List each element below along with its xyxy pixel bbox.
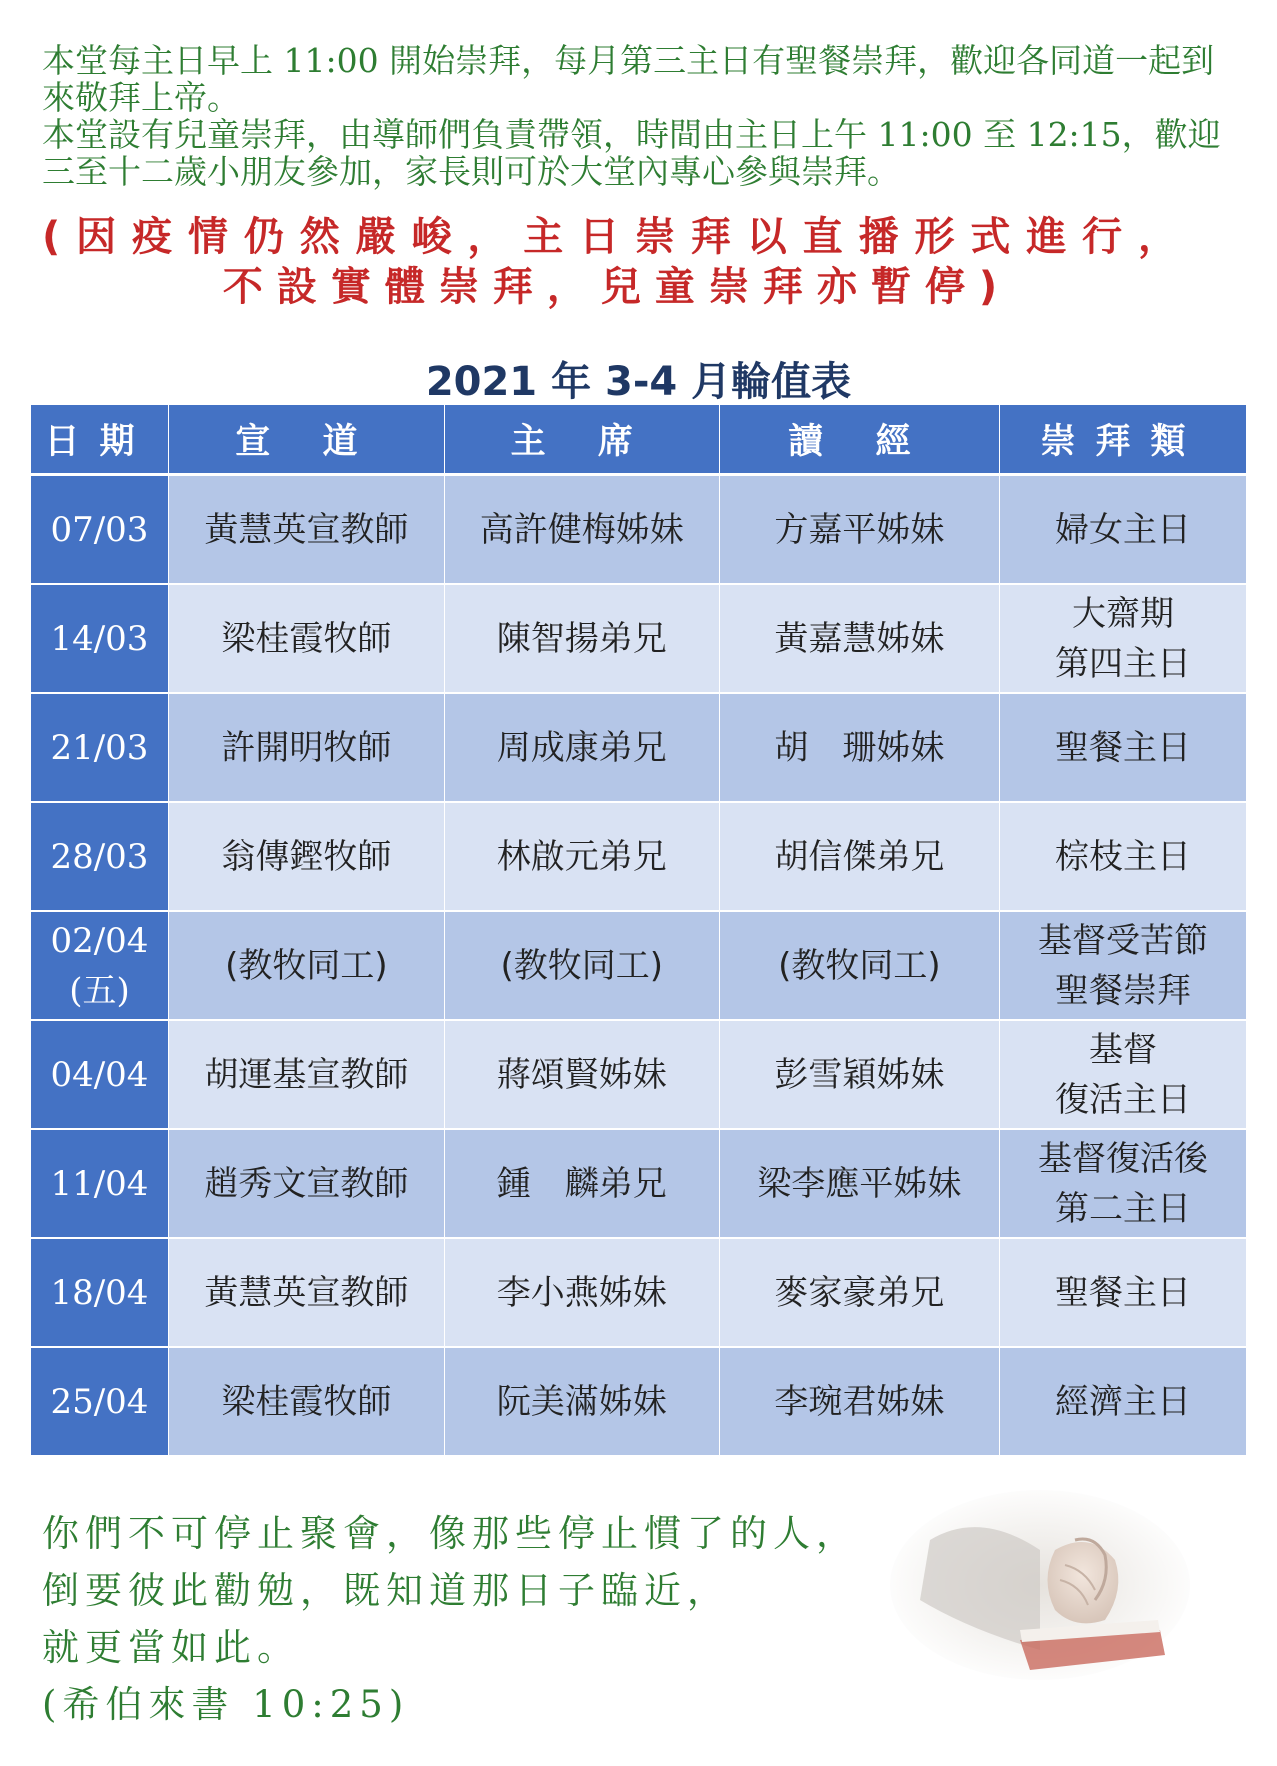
roster-row (31, 1347, 1247, 1456)
cell-date (31, 693, 168, 802)
header-preacher: 宣 道 (168, 405, 444, 475)
cell-service-type (1000, 911, 1247, 1020)
roster-row (31, 475, 1247, 585)
date-text: 18/04 (50, 1272, 149, 1313)
service-type-line: 基督受苦節 (1038, 920, 1209, 961)
service-type-line: 復活主日 (1055, 1079, 1192, 1120)
cell-reader: 黃嘉慧姊妹 (719, 584, 999, 693)
service-type-line: 第二主日 (1055, 1188, 1192, 1229)
praying-hands-image (890, 1480, 1190, 1680)
cell-chair: 鍾 麟弟兄 (444, 1129, 719, 1238)
cell-reader: 胡 珊姊妹 (719, 693, 999, 802)
cell-reader: 梁李應平姊妹 (719, 1129, 999, 1238)
cell-chair: 林啟元弟兄 (444, 802, 719, 911)
cell-date (31, 584, 168, 693)
cell-service-type (1000, 802, 1247, 911)
service-type-line: 基督復活後 (1038, 1138, 1209, 1179)
date-text: 07/03 (50, 509, 149, 550)
date-text: 11/04 (50, 1163, 149, 1204)
cell-chair: 周成康弟兄 (444, 693, 719, 802)
covid-warning: (因疫情仍然嚴峻，主日崇拜以直播形式進行，不設實體崇拜，兒童崇拜亦暫停) (42, 214, 1192, 310)
cell-service-type (1000, 1020, 1247, 1129)
date-weekday: (五) (69, 970, 130, 1011)
notice-line-children-worship: 本堂設有兒童崇拜，由導師們負責帶領，時間由主日上午 11:00 至 12:15，歡迎三至十二歲小朋友參加，家長則可於大堂內專心參與崇拜。 (42, 115, 1221, 191)
cell-preacher: 黃慧英宣教師 (168, 475, 444, 585)
cell-chair: 阮美滿姊妹 (444, 1347, 719, 1456)
cell-chair: 陳智揚弟兄 (444, 584, 719, 693)
header-chair: 主 席 (444, 405, 719, 475)
cell-preacher: 黃慧英宣教師 (168, 1238, 444, 1347)
cell-chair: 高許健梅姊妹 (444, 475, 719, 585)
notice-line-worship-time: 本堂每主日早上 11:00 開始崇拜，每月第三主日有聖餐崇拜，歡迎各同道一起到來敬拜上帝。 (42, 41, 1215, 117)
roster-row (31, 802, 1247, 911)
roster-table (31, 405, 1247, 1457)
service-type-line: 聖餐主日 (1055, 1272, 1192, 1313)
cell-service-type (1000, 475, 1247, 585)
date-text: 14/03 (50, 618, 149, 659)
verse-line: 就更當如此。 (42, 1626, 300, 1669)
cell-date (31, 1129, 168, 1238)
cell-date (31, 911, 168, 1020)
date-text: 02/04 (50, 920, 149, 961)
header-date: 日期 (31, 405, 168, 475)
service-type-line: 第四主日 (1055, 643, 1192, 684)
roster-row (31, 1020, 1247, 1129)
date-text: 04/04 (50, 1054, 149, 1095)
cell-chair: 蔣頌賢姊妹 (444, 1020, 719, 1129)
cell-reader: 彭雪穎姊妹 (719, 1020, 999, 1129)
cell-reader: 李琬君姊妹 (719, 1347, 999, 1456)
cell-service-type (1000, 1238, 1247, 1347)
service-type-line: 大齋期 (1072, 593, 1175, 634)
date-text: 21/03 (50, 727, 149, 768)
service-type-line: 婦女主日 (1055, 509, 1192, 550)
cell-date (31, 1347, 168, 1456)
service-type-line: 聖餐崇拜 (1055, 970, 1192, 1011)
cell-reader: 麥家豪弟兄 (719, 1238, 999, 1347)
cell-preacher: 許開明牧師 (168, 693, 444, 802)
cell-date (31, 1238, 168, 1347)
cell-reader: (教牧同工) (719, 911, 999, 1020)
cell-reader: 胡信傑弟兄 (719, 802, 999, 911)
cell-preacher: (教牧同工) (168, 911, 444, 1020)
service-type-line: 棕枝主日 (1055, 836, 1192, 877)
cell-reader: 方嘉平姊妹 (719, 475, 999, 585)
service-type-line: 經濟主日 (1055, 1381, 1192, 1422)
cell-preacher: 翁傳鏗牧師 (168, 802, 444, 911)
roster-row (31, 584, 1247, 693)
verse-reference: (希伯來書 10:25) (42, 1683, 410, 1726)
cell-preacher: 梁桂霞牧師 (168, 1347, 444, 1456)
header-reader: 讀 經 (719, 405, 999, 475)
cell-preacher: 梁桂霞牧師 (168, 584, 444, 693)
roster-header-row (31, 405, 1247, 475)
cell-preacher: 趙秀文宣教師 (168, 1129, 444, 1238)
cell-date (31, 475, 168, 585)
cell-service-type (1000, 1129, 1247, 1238)
cell-chair: (教牧同工) (444, 911, 719, 1020)
verse-line: 你們不可停止聚會，像那些停止慣了的人， (42, 1512, 859, 1555)
date-text: 25/04 (50, 1381, 149, 1422)
roster-title: 2021 年 3-4 月輪值表 (425, 359, 852, 405)
roster-row (31, 911, 1247, 1020)
roster-row (31, 1238, 1247, 1347)
cell-service-type (1000, 1347, 1247, 1456)
service-type-line: 聖餐主日 (1055, 727, 1192, 768)
service-type-line: 基督 (1089, 1029, 1158, 1070)
cell-service-type (1000, 693, 1247, 802)
cell-date (31, 802, 168, 911)
cell-chair: 李小燕姊妹 (444, 1238, 719, 1347)
verse-line: 倒要彼此勸勉，既知道那日子臨近， (42, 1569, 730, 1612)
header-service-type: 崇拜類 (1000, 405, 1247, 475)
roster-row (31, 693, 1247, 802)
cell-service-type (1000, 584, 1247, 693)
date-text: 28/03 (50, 836, 149, 877)
cell-date (31, 1020, 168, 1129)
worship-notice (42, 42, 1242, 190)
roster-row (31, 1129, 1247, 1238)
cell-preacher: 胡運基宣教師 (168, 1020, 444, 1129)
bible-verse (42, 1505, 859, 1733)
